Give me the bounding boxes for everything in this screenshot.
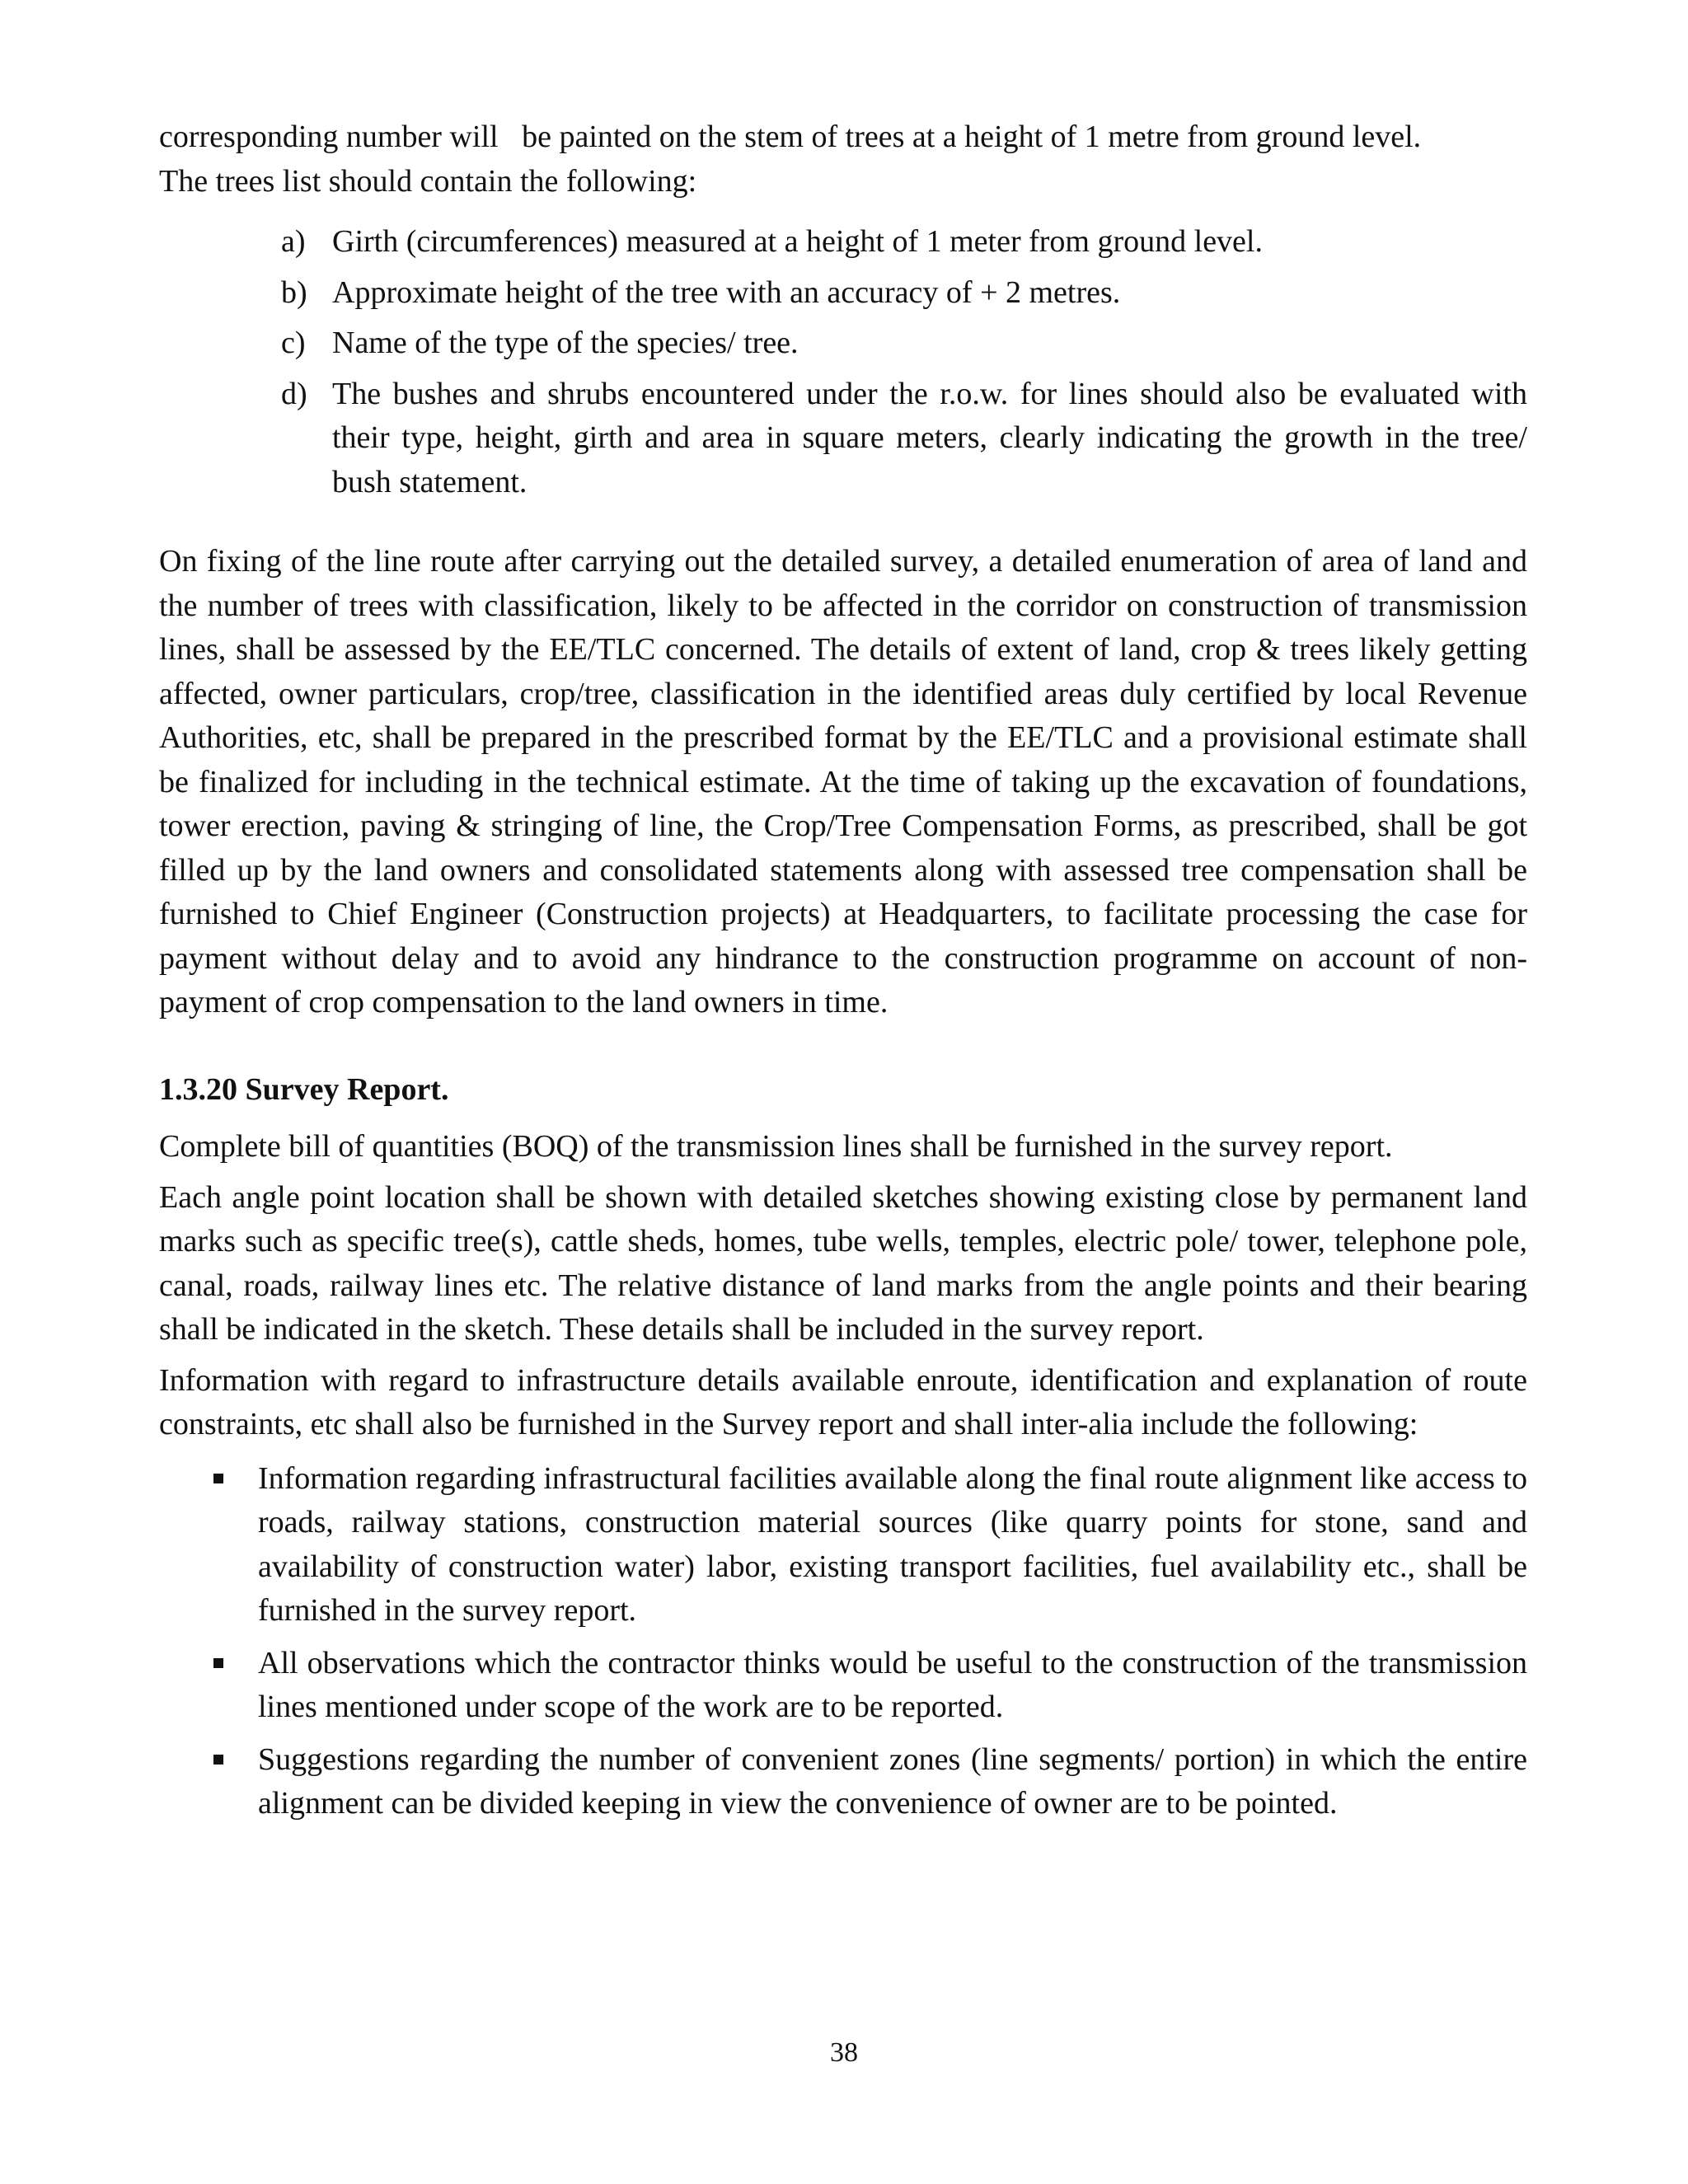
square-bullet-icon	[213, 1474, 223, 1483]
boq-paragraph: Complete bill of quantities (BOQ) of the transmission lines shall be furnished in the survey report.	[159, 1129, 1393, 1164]
intro-line-1: corresponding number will be painted on the stem of trees at a height of 1 metre from ground level.	[159, 120, 1422, 154]
tree-attributes-list	[159, 220, 1527, 504]
list-item-text: Name of the type of the species/ tree.	[332, 326, 799, 360]
angle-point-paragraph: Each angle point location shall be shown with detailed sketches showing existing close by permanent land marks such as specific tree(s), cattle sheds, homes, tube wells, temples, electric pole/ tower, telephone pole, canal, roads, railway lines etc. The relative distance of land marks from the angle points and their bearing shall be indicated in the sketch. These details shall be included in the survey report.	[159, 1179, 1527, 1347]
bullet-text: All observations which the contractor thinks would be useful to the construction of the transmission lines mentioned under scope of the work are to be reported.	[258, 1645, 1527, 1724]
list-item	[281, 321, 1527, 366]
page-number: 38	[830, 2037, 858, 2068]
list-item	[258, 1457, 1527, 1633]
list-marker: b)	[281, 274, 307, 310]
list-item	[281, 271, 1527, 316]
list-item-text: The bushes and shrubs encountered under the r.o.w. for lines should also be evaluated with their type, height, girth and area in square meters, clearly indicating the growth in the tree/ bush statement.	[332, 376, 1527, 499]
intro-paragraph	[159, 115, 1527, 204]
list-item	[258, 1642, 1527, 1730]
infrastructure-paragraph: Information with regard to infrastructure details available enroute, identification and explanation of route constraints, etc shall also be furnished in the Survey report and shall inter-alia include the following:	[159, 1362, 1527, 1441]
bullet-text: Information regarding infrastructural facilities available along the final route alignment like access to roads, railway stations, construction material sources (like quarry points for stone, sand and availability of construction water) labor, existing transport facilities, fuel availability etc., shall be furnished in the survey report.	[258, 1460, 1527, 1628]
list-item-text: Approximate height of the tree with an accuracy of + 2 metres.	[332, 274, 1121, 310]
list-marker: d)	[281, 376, 307, 411]
section-heading: 1.3.20 Survey Report.	[159, 1071, 449, 1107]
document-page	[159, 115, 1527, 1835]
square-bullet-icon	[213, 1755, 223, 1765]
list-marker: c)	[281, 326, 306, 360]
list-marker: a)	[281, 224, 306, 259]
intro-line-2: The trees list should contain the following:	[159, 163, 697, 199]
bullet-text: Suggestions regarding the number of convenient zones (line segments/ portion) in which the entire alignment can be divided keeping in view the convenience of owner are to be pointed.	[258, 1741, 1527, 1821]
list-item	[281, 373, 1527, 505]
survey-report-bullets	[159, 1457, 1527, 1826]
list-item	[281, 220, 1527, 265]
enumeration-paragraph: On fixing of the line route after carrying out the detailed survey, a detailed enumeration of area of land and the number of trees with classification, likely to be affected in the corridor on construction of transmission lines, shall be assessed by the EE/TLC concerned. The details of extent of land, crop & trees likely getting affected, owner particulars, crop/tree, classification in the identified areas duly certified by local Revenue Authorities, etc, shall be prepared in the prescribed format by the EE/TLC and a provisional estimate shall be finalized for including in the technical estimate. At the time of taking up the excavation of foundations, tower erection, paving & stringing of line, the Crop/Tree Compensation Forms, as prescribed, shall be got filled up by the land owners and consolidated statements along with assessed tree compensation shall be furnished to Chief Engineer (Construction projects) at Headquarters, to facilitate processing the case for payment without delay and to avoid any hindrance to the construction programme on account of non-payment of crop compensation to the land owners in time.	[159, 544, 1527, 1019]
list-item	[258, 1738, 1527, 1826]
list-item-text: Girth (circumferences) measured at a height of 1 meter from ground level.	[332, 224, 1263, 259]
square-bullet-icon	[213, 1658, 223, 1668]
